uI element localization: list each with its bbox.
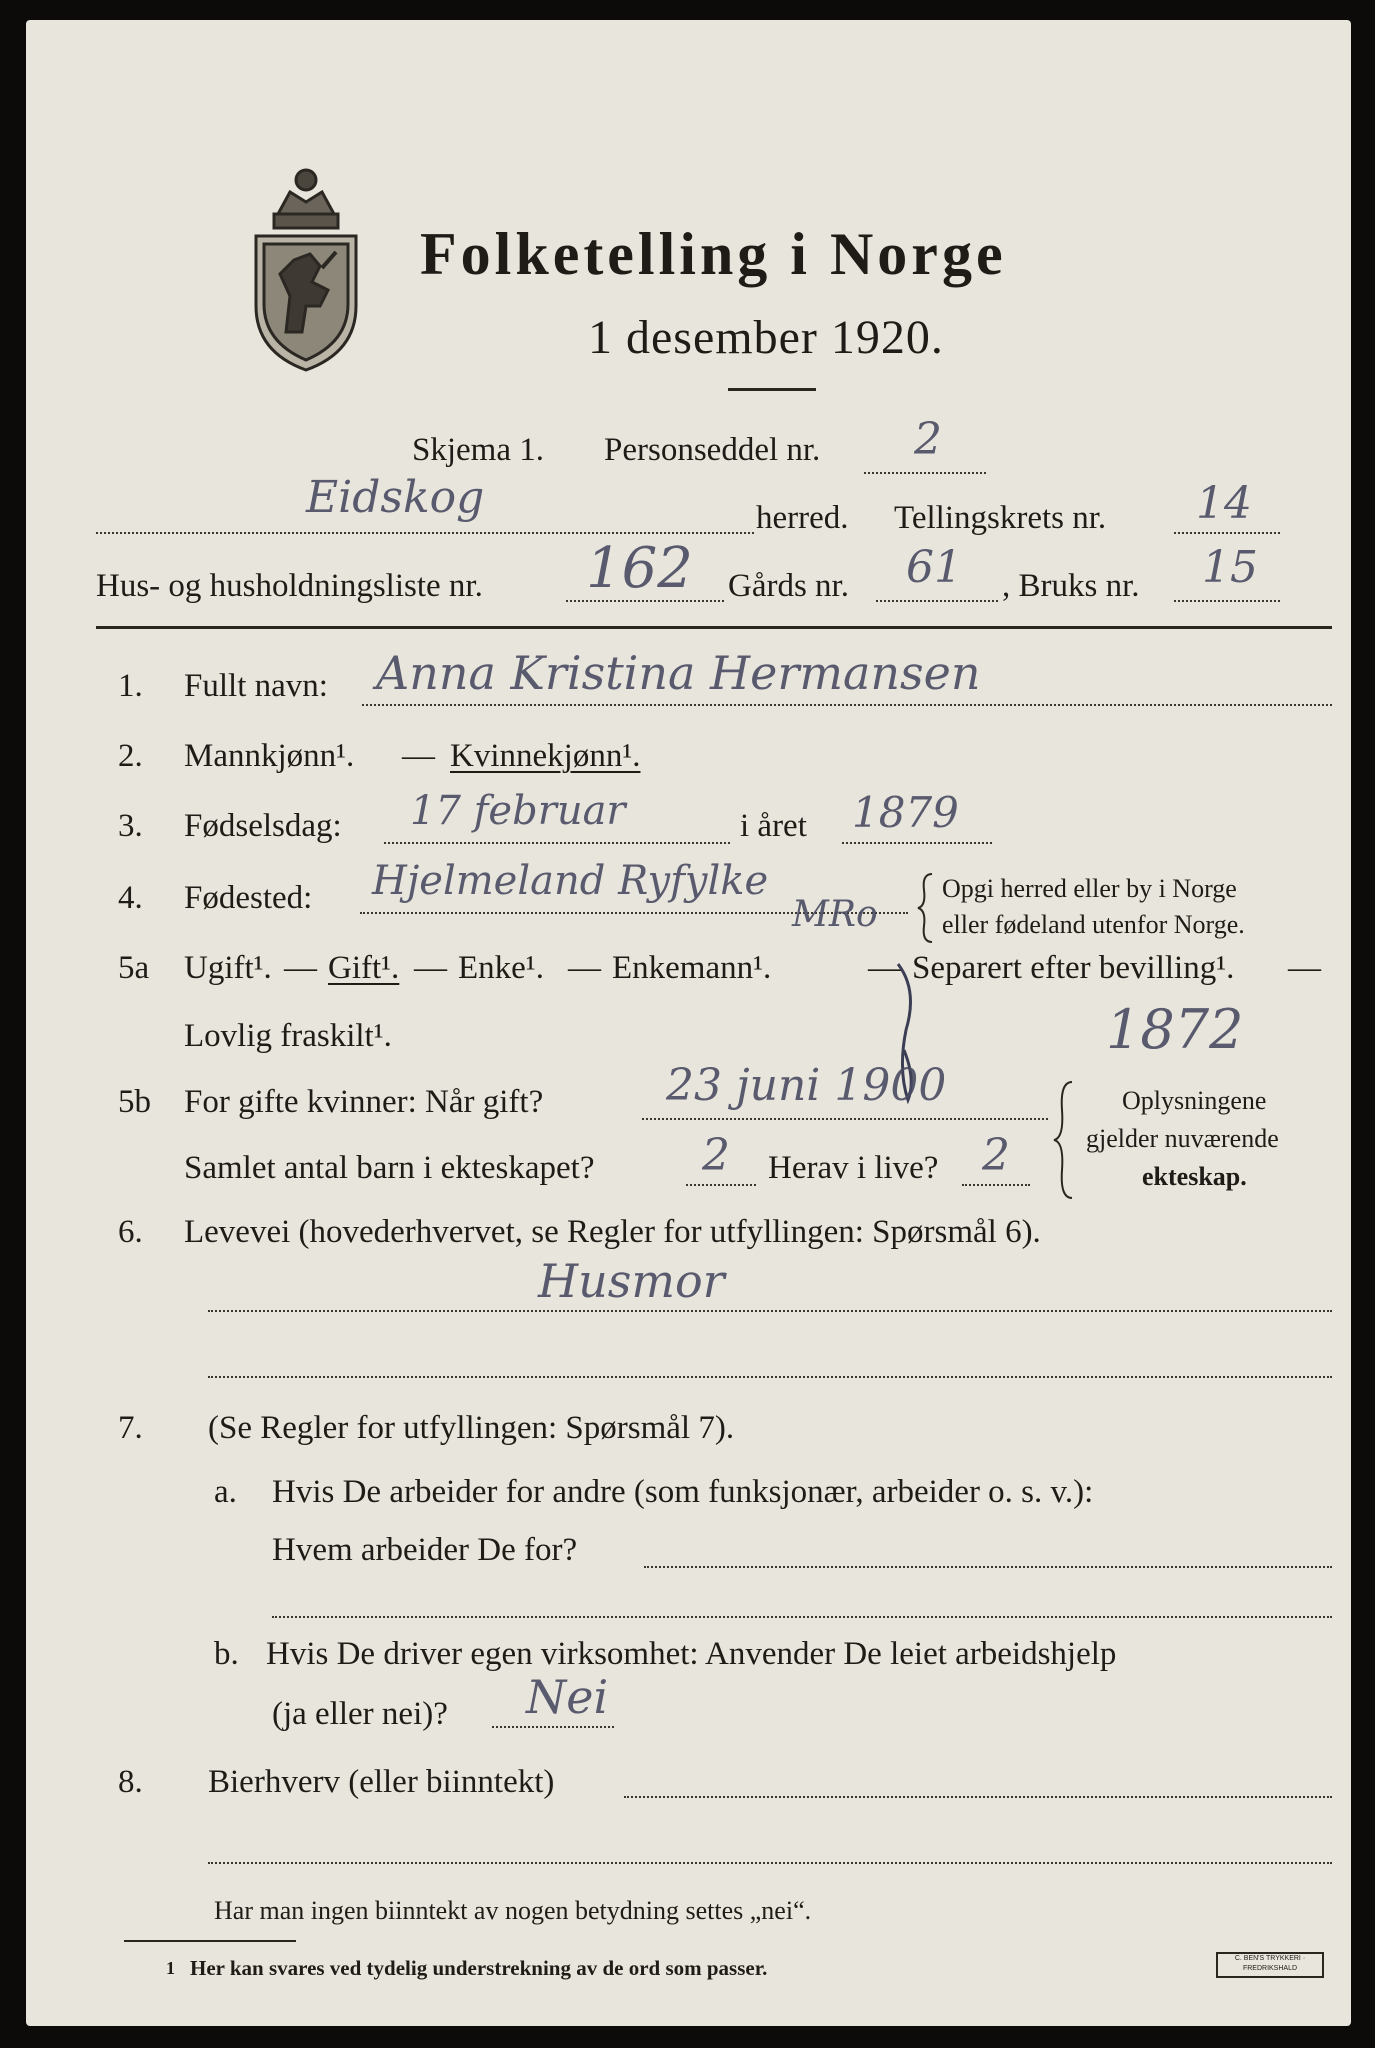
bracket-icon-2: [1052, 1080, 1076, 1200]
husliste-label: Hus- og husholdningsliste nr.: [96, 568, 483, 604]
q5b-label: For gifte kvinner: Når gift?: [184, 1084, 544, 1120]
bruks-label: , Bruks nr.: [1002, 568, 1140, 604]
q7b-letter: b.: [214, 1636, 239, 1672]
gender-separator: —: [402, 738, 435, 774]
footnote-mark: 1: [166, 1958, 175, 1978]
q3-number: 3.: [118, 808, 143, 844]
q7b-line: [492, 1726, 614, 1728]
q3-label: Fødselsdag:: [184, 808, 342, 844]
tellingskrets-line: [1174, 532, 1280, 534]
q1-number: 1.: [118, 668, 143, 704]
q7a-text: Hvis De arbeider for andre (som funksjonær, arbeider o. s. v.):: [272, 1474, 1094, 1510]
q5b-note-line3: ekteskap.: [1142, 1162, 1247, 1191]
status-enke[interactable]: Enke¹.: [458, 950, 544, 986]
gender-male[interactable]: Mannkjønn¹.: [184, 738, 355, 774]
children-line: [686, 1184, 756, 1186]
living-label: Herav i live?: [768, 1150, 939, 1186]
q5b-note-line2: [1086, 1124, 1279, 1154]
personseddel-number: 2: [914, 414, 942, 465]
q4-number: 4.: [118, 880, 143, 916]
gards-value[interactable]: 61: [906, 542, 962, 593]
q6-number: 6.: [118, 1214, 143, 1250]
printer-stamp: [1216, 1952, 1324, 1978]
form-title: Folketelling i Norge: [420, 221, 1007, 287]
q7a-line-2: [272, 1616, 1332, 1618]
skjema-label: Skjema 1.: [412, 432, 544, 468]
q7b-text: Hvis De driver egen virksomhet: Anvender De leiet arbeidshjelp: [266, 1636, 1117, 1672]
bruks-line: [1174, 600, 1280, 602]
bruks-value[interactable]: 15: [1202, 542, 1258, 593]
q6-line-1: [208, 1310, 1332, 1312]
q6-line-2: [208, 1376, 1332, 1378]
q8-note: Har man ingen biinntekt av nogen betydning settes „nei“.: [214, 1896, 812, 1925]
q7a-letter: a.: [214, 1474, 237, 1510]
q5a-number: 5a: [118, 950, 150, 986]
q3-year-line: [842, 842, 992, 844]
birth-year-value[interactable]: 1879: [852, 788, 959, 837]
living-line: [962, 1184, 1030, 1186]
status-ugift[interactable]: Ugift¹.: [184, 950, 272, 986]
status-fraskilt[interactable]: Lovlig fraskilt¹.: [184, 1018, 392, 1054]
tellingskrets-value[interactable]: 14: [1196, 478, 1252, 529]
living-value[interactable]: 2: [982, 1130, 1010, 1181]
official-mark: MRo: [792, 894, 878, 935]
footnote-rule: [124, 1940, 296, 1942]
q8-line-2: [208, 1862, 1332, 1864]
status-sep-5: —: [1288, 950, 1321, 986]
status-sep-3: —: [568, 950, 601, 986]
q8-line[interactable]: [624, 1796, 1332, 1798]
printer-stamp-text: C. BEN'S TRYKKERI · FREDRIKSHALD: [1234, 1955, 1306, 1972]
q6-label: Levevei (hovederhvervet, se Regler for utfyllingen: Spørsmål 6).: [184, 1214, 1041, 1250]
hired-help-value[interactable]: Nei: [526, 1670, 609, 1724]
q7-label: (Se Regler for utfyllingen: Spørsmål 7).: [208, 1410, 735, 1446]
census-date: 1 desember 1920.: [588, 311, 944, 364]
children-label: Samlet antal barn i ekteskapet?: [184, 1150, 595, 1186]
q7b-question: (ja eller nei)?: [272, 1696, 448, 1732]
q2-number: 2.: [118, 738, 143, 774]
gards-line: [876, 600, 998, 602]
title-divider: [728, 388, 816, 391]
personseddel-line: [864, 472, 986, 474]
birthday-value[interactable]: 17 februar: [410, 788, 626, 834]
herred-label: herred.: [756, 500, 849, 536]
herred-value[interactable]: Eidskog: [306, 472, 485, 523]
tellingskrets-label: Tellingskrets nr.: [894, 500, 1107, 536]
norway-coat-of-arms-icon: [250, 156, 362, 372]
status-separert[interactable]: Separert efter bevilling¹.: [912, 950, 1235, 986]
q4-note-line2: eller fødeland utenfor Norge.: [942, 910, 1245, 939]
footnote-text: Her kan svares ved tydelig understrekning av de ord som passer.: [190, 1956, 768, 1980]
q8-number: 8.: [118, 1764, 143, 1800]
q5b-number: 5b: [118, 1084, 151, 1120]
birthplace-value[interactable]: Hjelmeland Ryfylke: [372, 858, 769, 904]
q5b-line: [642, 1118, 1048, 1120]
q4-label: Fødested:: [184, 880, 313, 916]
status-sep-2: —: [414, 950, 447, 986]
status-sep-4: —: [868, 950, 901, 986]
husliste-value[interactable]: 162: [586, 536, 693, 601]
gender-female-selected[interactable]: Kvinnekjønn¹.: [450, 738, 641, 774]
status-gift-selected[interactable]: Gift¹.: [328, 950, 400, 986]
q3-line: [384, 842, 730, 844]
herred-line: [96, 532, 754, 534]
q7-number: 7.: [118, 1410, 143, 1446]
q4-note-line1: Opgi herred eller by i Norge: [942, 874, 1237, 903]
q5b-note-line1: Oplysningene: [1122, 1086, 1267, 1115]
q1-line: [362, 704, 1332, 706]
q3-year-label: i året: [740, 808, 807, 844]
marriage-year-note: 1872: [1106, 998, 1244, 1061]
full-name-value[interactable]: Anna Kristina Hermansen: [376, 646, 981, 700]
status-enkemann[interactable]: Enkemann¹.: [612, 950, 772, 986]
personseddel-value[interactable]: [914, 414, 942, 465]
status-sep-1: —: [284, 950, 317, 986]
q1-label: Fullt navn:: [184, 668, 328, 704]
q7a-question: Hvem arbeider De for?: [272, 1532, 578, 1568]
header-rule: [96, 626, 1332, 629]
gards-label: Gårds nr.: [728, 568, 849, 604]
census-form-sheet: [26, 20, 1351, 2026]
marriage-date-value[interactable]: 23 juni 1900: [666, 1060, 947, 1111]
personseddel-label: Personseddel nr.: [604, 432, 821, 468]
bracket-icon: [916, 872, 936, 944]
children-value[interactable]: 2: [702, 1130, 730, 1181]
q5b-note-line2-text: gjelder nuværende: [1086, 1124, 1279, 1153]
q8-label: Bierhverv (eller biinntekt): [208, 1764, 555, 1800]
q7a-line[interactable]: [644, 1566, 1332, 1568]
occupation-value[interactable]: Husmor: [538, 1254, 725, 1308]
